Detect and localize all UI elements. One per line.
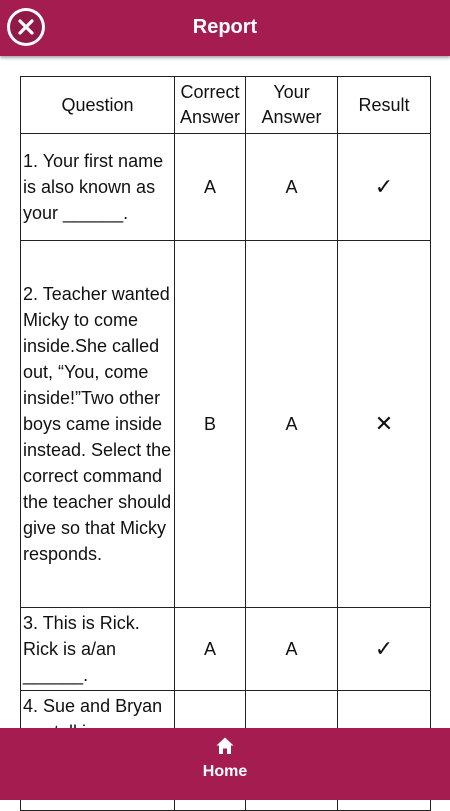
top-app-bar <box>0 0 450 56</box>
column-header-question: Question <box>21 77 175 134</box>
column-header-result: Result <box>338 77 431 134</box>
home-label: Home <box>202 763 248 780</box>
report-content[interactable] <box>0 56 450 728</box>
question-cell: 4. Sue and Bryan <box>21 691 175 811</box>
your-answer-cell: A <box>246 241 338 608</box>
question-cell: 1. Your first name is also known as your ______. <box>21 134 175 241</box>
correct-answer-cell: A <box>175 608 246 691</box>
bottom-nav-bar <box>0 728 450 800</box>
result-cross-icon: ✕ <box>338 241 431 608</box>
correct-answer-cell: A <box>175 134 246 241</box>
home-button[interactable] <box>175 736 275 794</box>
question-cell: 2. Teacher wanted Micky to come inside.She called out, “You, come inside!”Two other boys came inside instead. Select the correct command the teacher should give so that Micky responds. <box>21 241 175 608</box>
your-answer-cell: A <box>246 134 338 241</box>
table-row <box>21 608 431 691</box>
report-table <box>20 76 431 811</box>
column-header-your-answer: Your Answer <box>246 77 338 134</box>
table-row <box>21 134 431 241</box>
correct-answer-cell: B <box>175 241 246 608</box>
result-check-icon: ✓ <box>338 608 431 691</box>
table-header-row <box>21 77 431 134</box>
table-row <box>21 241 431 608</box>
column-header-correct-answer: Correct Answer <box>175 77 246 134</box>
question-cell: 3. This is Rick. Rick is a/an ______. <box>21 608 175 691</box>
result-check-icon: ✓ <box>338 134 431 241</box>
your-answer-cell: A <box>246 608 338 691</box>
home-icon <box>215 736 235 761</box>
page-title: Report <box>192 16 258 38</box>
